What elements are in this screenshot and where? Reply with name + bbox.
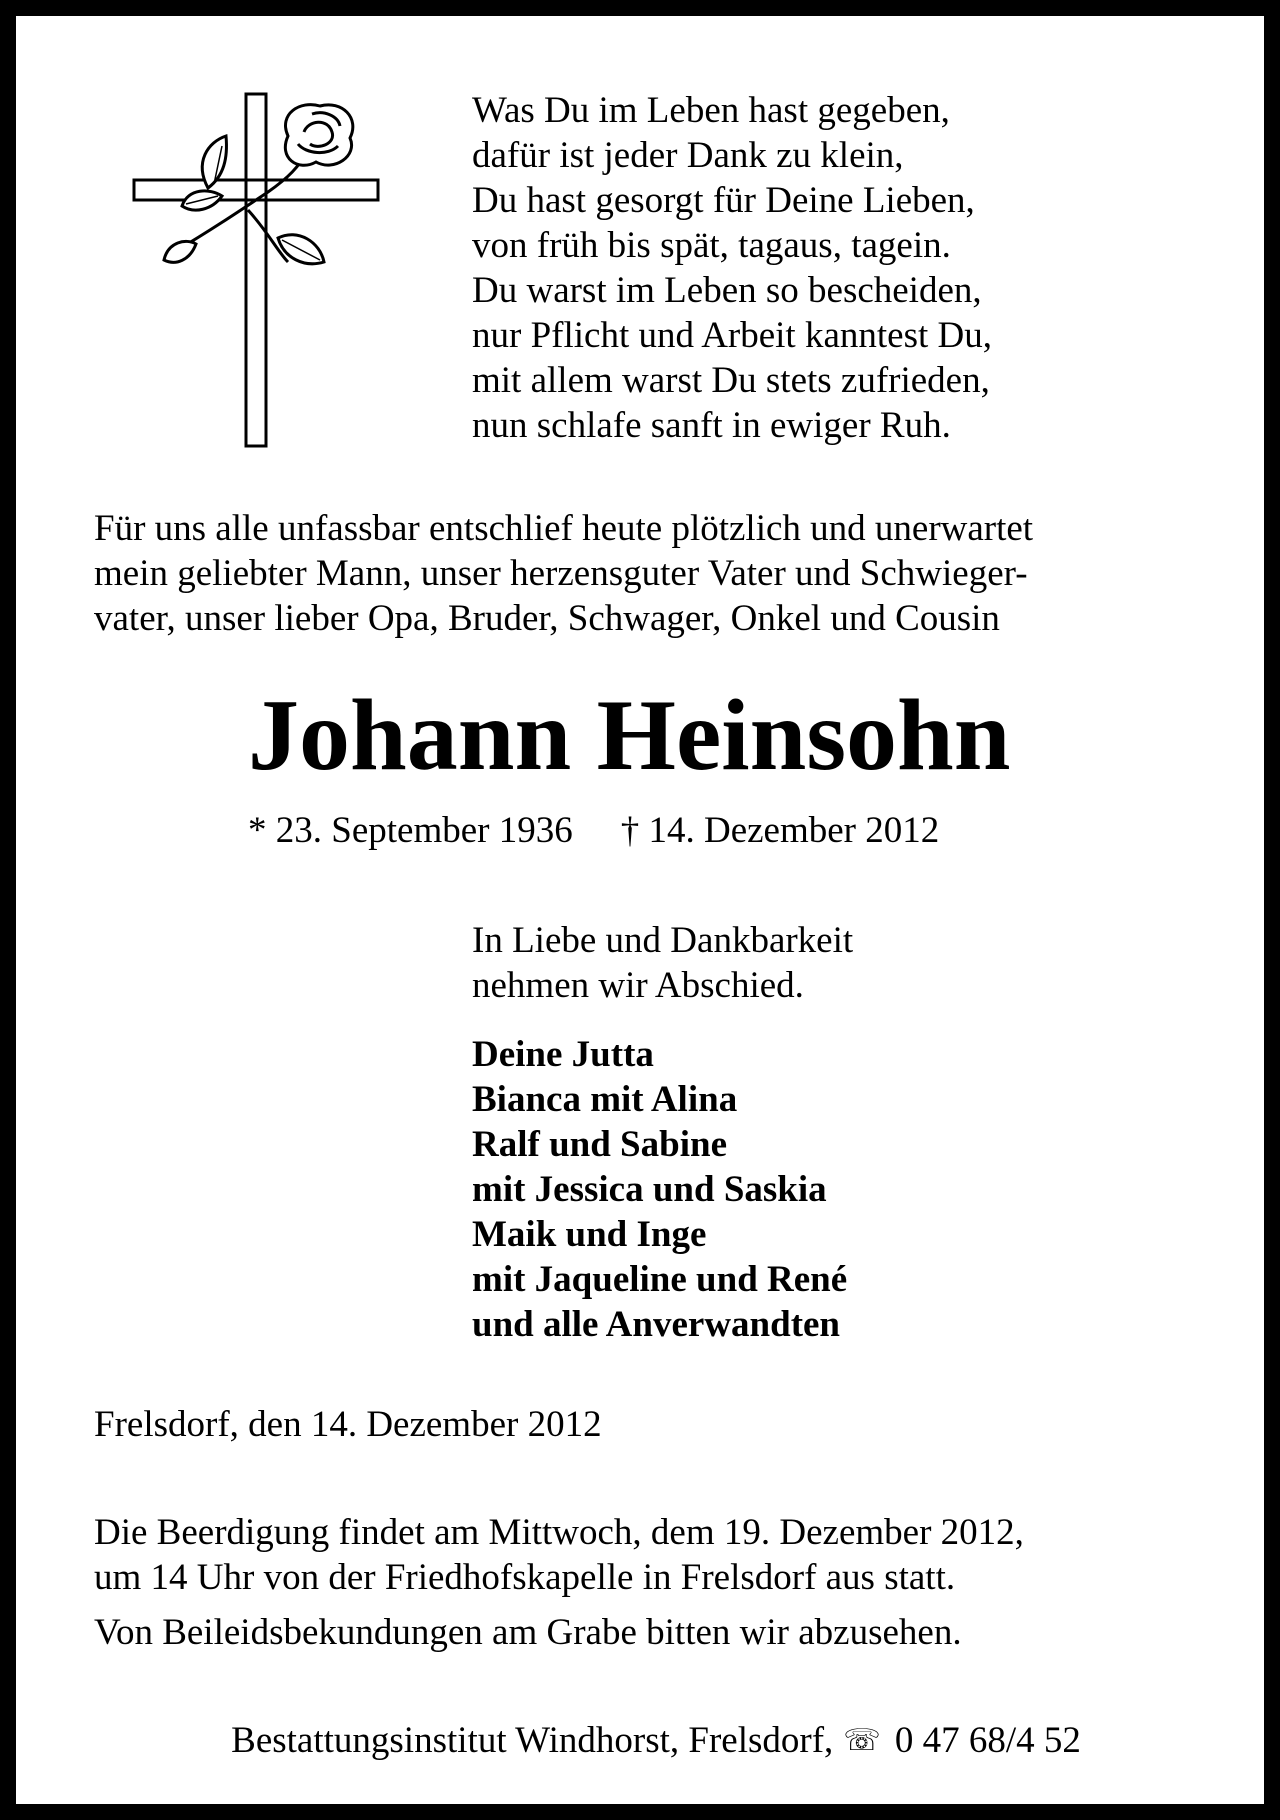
- funeral-home-footer: [16, 1718, 1280, 1763]
- phone-number: 0 47 68/4 52: [894, 1720, 1081, 1761]
- family-member: Ralf und Sabine: [472, 1124, 727, 1165]
- condolence-note: Von Beileidsbekundungen am Grabe bitten wir abzusehen.: [94, 1612, 962, 1653]
- farewell-line: In Liebe und Dankbarkeit: [472, 920, 854, 961]
- poem-line: mit allem warst Du stets zufrieden,: [472, 360, 990, 401]
- telephone-icon: ☏: [843, 1724, 881, 1757]
- farewell-text: [472, 918, 853, 1008]
- family-list: [472, 1032, 847, 1347]
- intro-text: [94, 506, 1033, 641]
- poem-line: nun schlafe sanft in ewiger Ruh.: [472, 405, 951, 446]
- intro-line: vater, unser lieber Opa, Bruder, Schwager, Onkel und Cousin: [94, 598, 1000, 639]
- poem-line: Du hast gesorgt für Deine Lieben,: [472, 180, 975, 221]
- family-member: mit Jaqueline und René: [472, 1259, 848, 1300]
- intro-line: Für uns alle unfassbar entschlief heute plötzlich und unerwartet: [94, 508, 1034, 549]
- poem-line: von früh bis spät, tagaus, tagein.: [472, 225, 951, 266]
- funeral-info: [94, 1510, 1024, 1655]
- cross-with-rose-icon: [128, 92, 388, 452]
- birth-date: * 23. September 1936: [248, 810, 573, 851]
- funeral-line: Die Beerdigung findet am Mittwoch, dem 19. Dezember 2012,: [94, 1512, 1024, 1553]
- family-member: Deine Jutta: [472, 1034, 654, 1075]
- place-date: Frelsdorf, den 14. Dezember 2012: [94, 1404, 602, 1445]
- poem-line: dafür ist jeder Dank zu klein,: [472, 135, 904, 176]
- deceased-name: Johann Heinsohn: [248, 679, 1011, 792]
- family-member: und alle Anverwandten: [472, 1304, 841, 1345]
- poem-line: Was Du im Leben hast gegeben,: [472, 90, 950, 131]
- family-member: Maik und Inge: [472, 1214, 707, 1255]
- funeral-line: um 14 Uhr von der Friedhofskapelle in Frelsdorf aus statt.: [94, 1557, 956, 1598]
- family-member: mit Jessica und Saskia: [472, 1169, 827, 1210]
- poem-line: nur Pflicht und Arbeit kanntest Du,: [472, 315, 992, 356]
- death-date: † 14. Dezember 2012: [620, 810, 940, 851]
- intro-line: mein geliebter Mann, unser herzensguter Vater und Schwieger-: [94, 553, 1028, 594]
- poem: [472, 88, 992, 448]
- life-dates: [248, 808, 939, 853]
- poem-line: Du warst im Leben so bescheiden,: [472, 270, 982, 311]
- farewell-line: nehmen wir Abschied.: [472, 965, 804, 1006]
- funeral-home-name: Bestattungsinstitut Windhorst, Frelsdorf,: [231, 1720, 834, 1761]
- family-member: Bianca mit Alina: [472, 1079, 738, 1120]
